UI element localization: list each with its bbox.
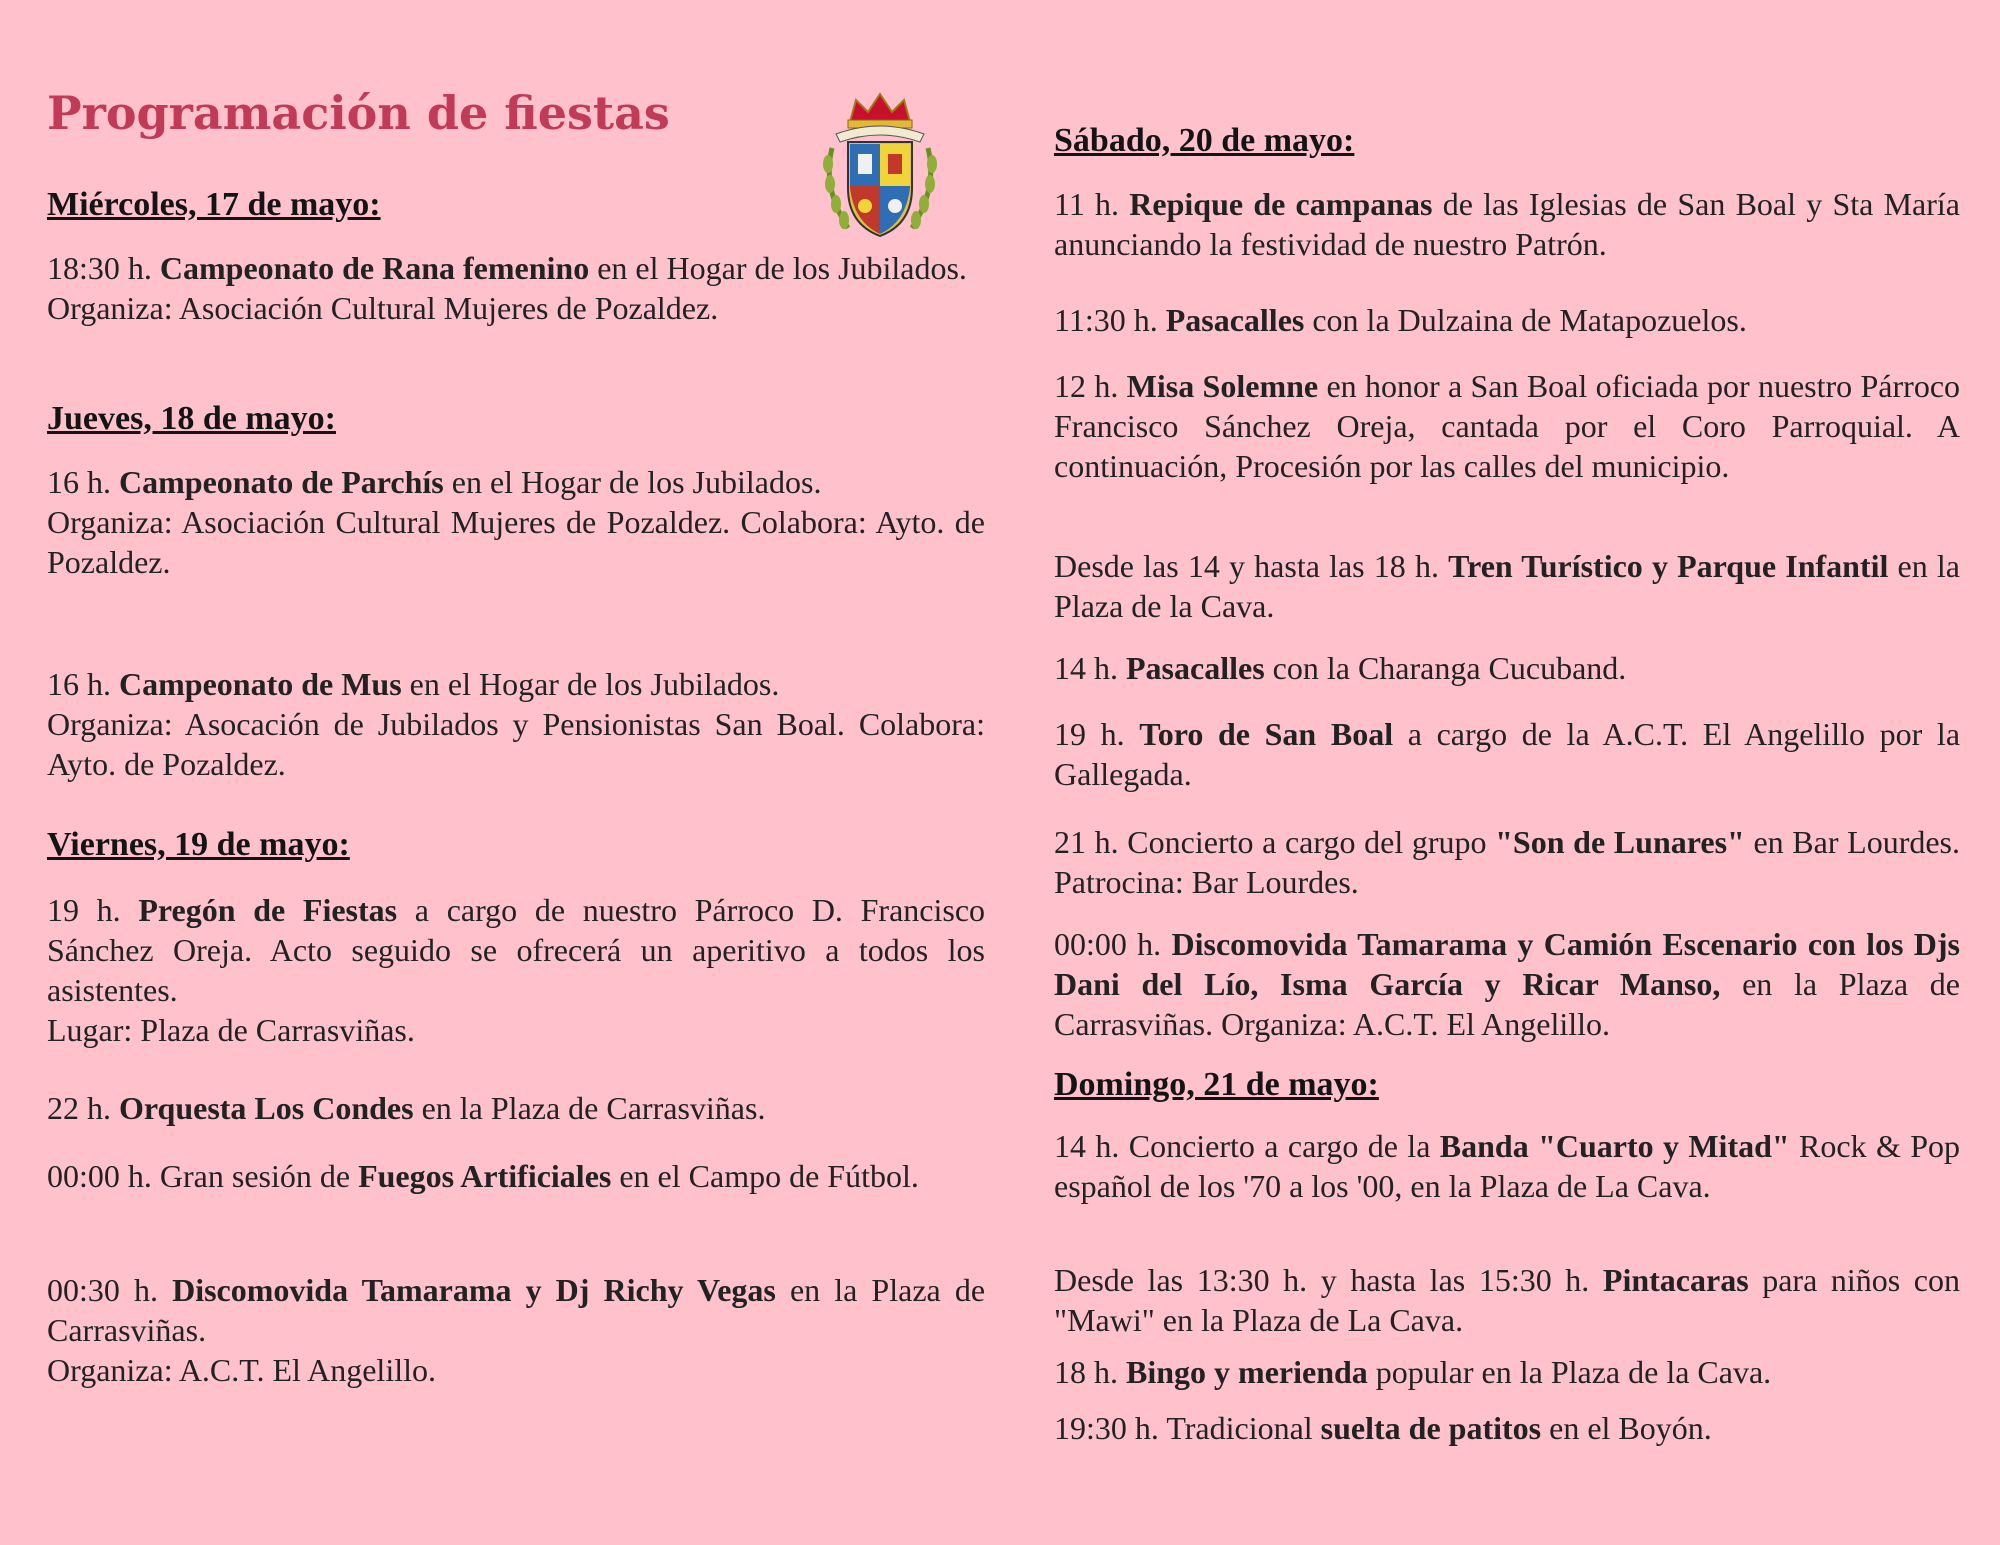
- event-bingo: 18 h. Bingo y merienda popular en la Plaza de la Cava.: [1054, 1354, 1772, 1390]
- event-pintacaras: Desde las 13:30 h. y hasta las 15:30 h. Pintacaras para niños con "Mawi" en la Plaza de La Cava.: [1054, 1262, 1961, 1338]
- event-concierto-lunares: 21 h. Concierto a cargo del grupo "Son de Lunares" en Bar Lourdes. Patrocina: Bar Lourdes.: [1054, 824, 1961, 900]
- event-tren: Desde las 14 y hasta las 18 h. Tren Turístico y Parque Infantil en la Plaza de la Cava.: [1054, 548, 1961, 624]
- day-heading-wednesday: Miércoles, 17 de mayo:: [47, 186, 381, 223]
- event-misa: 12 h. Misa Solemne en honor a San Boal oficiada por nuestro Párroco Francisco Sánchez Oreja, cantada por el Coro Parroquial. A continuación, Procesión por las calles del municipio.: [1054, 368, 1961, 484]
- event-patitos: 19:30 h. Tradicional suelta de patitos en el Boyón.: [1054, 1410, 1712, 1446]
- event-toro: 19 h. Toro de San Boal a cargo de la A.C.T. El Angelillo por la Gallegada.: [1054, 716, 1961, 792]
- event-parchis: 16 h. Campeonato de Parchís en el Hogar de los Jubilados. Organiza: Asociación Cultural Mujeres de Pozaldez. Colabora: Ayto. de Pozaldez.: [47, 464, 985, 580]
- event-fuegos: 00:00 h. Gran sesión de Fuegos Artificiales en el Campo de Fútbol.: [47, 1158, 919, 1194]
- event-orquesta: 22 h. Orquesta Los Condes en la Plaza de Carrasviñas.: [47, 1090, 766, 1126]
- event-pasacalles-dulzaina: 11:30 h. Pasacalles con la Dulzaina de Matapozuelos.: [1054, 302, 1747, 338]
- event-discomovida-viernes: 00:30 h. Discomovida Tamarama y Dj Richy Vegas en la Plaza de Carrasviñas. Organiza: A.C.T. El Angelillo.: [47, 1272, 986, 1388]
- event-pregon: 19 h. Pregón de Fiestas a cargo de nuestro Párroco D. Francisco Sánchez Oreja. Acto seguido se ofrecerá un aperitivo a todos los asistentes. Lugar: Plaza de Carrasviñas.: [47, 892, 986, 1048]
- event-concierto-banda: 14 h. Concierto a cargo de la Banda "Cuarto y Mitad" Rock & Pop español de los '70 a los '00, en la Plaza de La Cava.: [1054, 1128, 1961, 1204]
- event-repique: 11 h. Repique de campanas de las Iglesias de San Boal y Sta María anunciando la festividad de nuestro Patrón.: [1054, 186, 1960, 262]
- event-mus: 16 h. Campeonato de Mus en el Hogar de los Jubilados. Organiza: Asocación de Jubilados y Pensionistas San Boal. Colabora: Ayto. de Pozaldez.: [47, 666, 985, 782]
- coat-of-arms-icon: [818, 88, 942, 244]
- event-rana: 18:30 h. Campeonato de Rana femenino en el Hogar de los Jubilados. Organiza: Asociación Cultural Mujeres de Pozaldez.: [47, 250, 967, 326]
- day-heading-thursday: Jueves, 18 de mayo:: [47, 400, 336, 437]
- day-heading-sunday: Domingo, 21 de mayo:: [1054, 1066, 1379, 1103]
- day-heading-saturday: Sábado, 20 de mayo:: [1054, 122, 1355, 159]
- page-title: Programación de fiestas: [47, 86, 670, 140]
- event-pasacalles-charanga: 14 h. Pasacalles con la Charanga Cucuband.: [1054, 650, 1627, 686]
- day-heading-friday: Viernes, 19 de mayo:: [47, 826, 350, 863]
- event-discomovida-sabado: 00:00 h. Discomovida Tamarama y Camión Escenario con los Djs Dani del Lío, Isma García y Ricar Manso, en la Plaza de Carrasviñas. Organiza: A.C.T. El Angelillo.: [1054, 926, 1961, 1042]
